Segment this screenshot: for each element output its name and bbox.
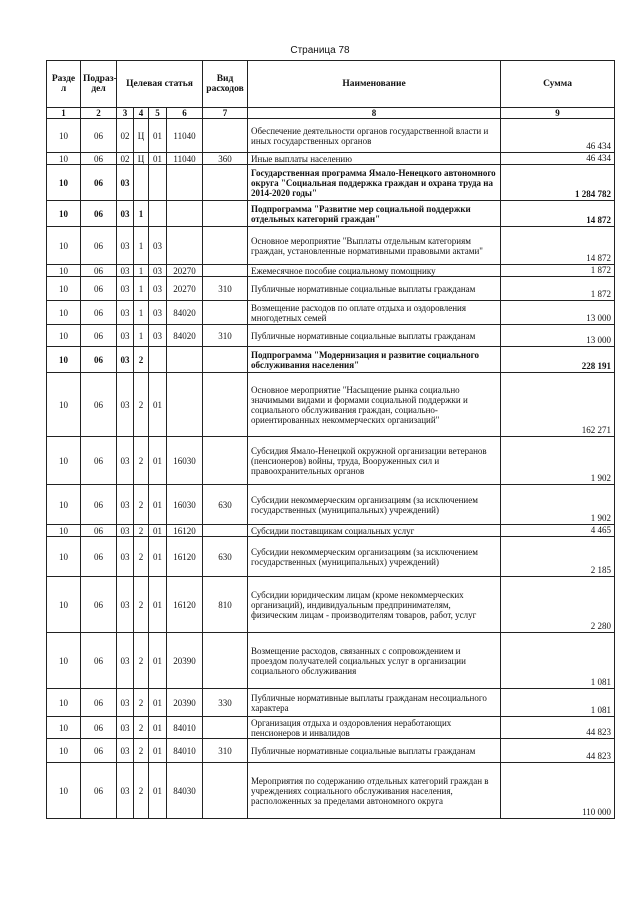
sum-cell: 46 434	[501, 153, 615, 165]
target-code-3: 03	[149, 277, 167, 301]
razdel-cell: 10	[47, 227, 81, 265]
target-code-2: 2	[134, 717, 149, 739]
target-code-1: 03	[117, 717, 134, 739]
table-row	[47, 739, 615, 763]
sum-cell: 1 284 782	[501, 165, 615, 201]
expense-type-cell: 360	[203, 153, 248, 165]
target-code-3: 03	[149, 325, 167, 347]
target-code-3: 01	[149, 689, 167, 717]
target-code-1: 02	[117, 119, 134, 153]
podrazdel-cell: 06	[81, 633, 117, 689]
header-expense-type: Вид расходов	[203, 61, 248, 108]
podrazdel-cell: 06	[81, 739, 117, 763]
razdel-cell: 10	[47, 201, 81, 227]
expense-type-cell: 630	[203, 537, 248, 577]
expense-type-cell	[203, 347, 248, 373]
target-code-1: 03	[117, 485, 134, 525]
sum-cell: 46 434	[501, 119, 615, 153]
target-code-4	[167, 165, 203, 201]
podrazdel-cell: 06	[81, 201, 117, 227]
name-cell: Основное мероприятие "Насыщение рынка социально значимыми видами и формами социальной поддержки и социального обслуживания граждан, социально-ориентированных некоммерческих организаций"	[248, 373, 501, 437]
sum-cell: 13 000	[501, 301, 615, 325]
target-code-4: 16120	[167, 525, 203, 537]
expense-type-cell	[203, 119, 248, 153]
target-code-4: 84010	[167, 717, 203, 739]
header-target-article: Целевая статья	[117, 61, 203, 108]
podrazdel-cell: 06	[81, 227, 117, 265]
podrazdel-cell: 06	[81, 119, 117, 153]
razdel-cell: 10	[47, 119, 81, 153]
razdel-cell: 10	[47, 437, 81, 485]
target-code-1: 03	[117, 437, 134, 485]
expense-type-cell	[203, 165, 248, 201]
target-code-3: 01	[149, 153, 167, 165]
expense-type-cell	[203, 201, 248, 227]
name-cell: Субсидия Ямало-Ненецкой окружной организации ветеранов (пенсионеров) войны, труда, Вооруженных сил и правоохранительных органов	[248, 437, 501, 485]
podrazdel-cell: 06	[81, 537, 117, 577]
column-number: 2	[81, 108, 117, 119]
target-code-1: 03	[117, 277, 134, 301]
expense-type-cell	[203, 265, 248, 277]
table-row	[47, 485, 615, 525]
target-code-1: 03	[117, 165, 134, 201]
target-code-3	[149, 201, 167, 227]
target-code-4	[167, 227, 203, 265]
target-code-3: 03	[149, 227, 167, 265]
target-code-3: 01	[149, 437, 167, 485]
razdel-cell: 10	[47, 265, 81, 277]
sum-cell: 2 280	[501, 577, 615, 633]
column-number: 5	[149, 108, 167, 119]
table-row	[47, 763, 615, 819]
razdel-cell: 10	[47, 689, 81, 717]
razdel-cell: 10	[47, 277, 81, 301]
budget-table	[46, 60, 615, 819]
target-code-3	[149, 165, 167, 201]
target-code-1: 03	[117, 325, 134, 347]
razdel-cell: 10	[47, 577, 81, 633]
razdel-cell: 10	[47, 301, 81, 325]
target-code-3: 01	[149, 525, 167, 537]
target-code-4: 11040	[167, 153, 203, 165]
expense-type-cell: 310	[203, 739, 248, 763]
expense-type-cell: 630	[203, 485, 248, 525]
target-code-4: 20390	[167, 633, 203, 689]
target-code-2: Ц	[134, 119, 149, 153]
table-row	[47, 525, 615, 537]
target-code-2: 2	[134, 485, 149, 525]
target-code-2: 1	[134, 265, 149, 277]
name-cell: Мероприятия по содержанию отдельных категорий граждан в учреждениях социального обслуживания населения, расположенных за пределами автономного округа	[248, 763, 501, 819]
target-code-2: 2	[134, 633, 149, 689]
target-code-4: 20270	[167, 277, 203, 301]
name-cell: Возмещение расходов, связанных с сопровождением и проездом получателей социальных услуг в организации социального обслуживания	[248, 633, 501, 689]
target-code-3: 03	[149, 265, 167, 277]
name-cell: Субсидии юридическим лицам (кроме некоммерческих организаций), индивидуальным предпринимателям, физическим лицам - производителям товаров, работ, услуг	[248, 577, 501, 633]
razdel-cell: 10	[47, 739, 81, 763]
podrazdel-cell: 06	[81, 265, 117, 277]
target-code-2: 2	[134, 437, 149, 485]
column-number: 3	[117, 108, 134, 119]
target-code-1: 03	[117, 763, 134, 819]
page-number-label: Страница 78	[290, 45, 350, 56]
target-code-2: 2	[134, 739, 149, 763]
target-code-1: 03	[117, 301, 134, 325]
podrazdel-cell: 06	[81, 577, 117, 633]
target-code-2: 2	[134, 537, 149, 577]
sum-cell: 1 902	[501, 485, 615, 525]
header-sum: Сумма	[501, 61, 615, 108]
podrazdel-cell: 06	[81, 437, 117, 485]
table-row	[47, 689, 615, 717]
razdel-cell: 10	[47, 347, 81, 373]
target-code-3: 01	[149, 739, 167, 763]
podrazdel-cell: 06	[81, 689, 117, 717]
target-code-4: 16030	[167, 485, 203, 525]
target-code-4: 84020	[167, 325, 203, 347]
podrazdel-cell: 06	[81, 763, 117, 819]
table-row	[47, 577, 615, 633]
razdel-cell: 10	[47, 165, 81, 201]
target-code-2: 2	[134, 689, 149, 717]
target-code-3: 01	[149, 119, 167, 153]
podrazdel-cell: 06	[81, 347, 117, 373]
name-cell: Субсидии некоммерческим организациям (за исключением государственных (муниципальных) учреждений)	[248, 485, 501, 525]
expense-type-cell	[203, 525, 248, 537]
target-code-2: 1	[134, 277, 149, 301]
target-code-1: 03	[117, 347, 134, 373]
target-code-4: 84010	[167, 739, 203, 763]
target-code-1: 02	[117, 153, 134, 165]
table-row	[47, 153, 615, 165]
column-number: 9	[501, 108, 615, 119]
podrazdel-cell: 06	[81, 301, 117, 325]
podrazdel-cell: 06	[81, 525, 117, 537]
column-number: 6	[167, 108, 203, 119]
target-code-4: 11040	[167, 119, 203, 153]
table-row	[47, 277, 615, 301]
sum-cell: 14 872	[501, 201, 615, 227]
podrazdel-cell: 06	[81, 485, 117, 525]
table-row	[47, 325, 615, 347]
table-row	[47, 265, 615, 277]
expense-type-cell: 330	[203, 689, 248, 717]
razdel-cell: 10	[47, 763, 81, 819]
sum-cell: 1 081	[501, 633, 615, 689]
name-cell: Обеспечение деятельности органов государственной власти и иных государственных органов	[248, 119, 501, 153]
target-code-1: 03	[117, 525, 134, 537]
table-row	[47, 437, 615, 485]
target-code-2	[134, 165, 149, 201]
expense-type-cell	[203, 763, 248, 819]
expense-type-cell: 310	[203, 277, 248, 301]
target-code-4: 84020	[167, 301, 203, 325]
razdel-cell: 10	[47, 537, 81, 577]
target-code-3: 01	[149, 485, 167, 525]
target-code-3: 01	[149, 717, 167, 739]
sum-cell: 44 823	[501, 717, 615, 739]
name-cell: Государственная программа Ямало-Ненецкого автономного округа "Социальная поддержка граждан и охрана труда на 2014-2020 годы"	[248, 165, 501, 201]
name-cell: Подпрограмма "Развитие мер социальной поддержки отдельных категорий граждан"	[248, 201, 501, 227]
target-code-1: 03	[117, 201, 134, 227]
sum-cell: 110 000	[501, 763, 615, 819]
target-code-3	[149, 347, 167, 373]
sum-cell: 228 191	[501, 347, 615, 373]
target-code-1: 03	[117, 373, 134, 437]
podrazdel-cell: 06	[81, 717, 117, 739]
razdel-cell: 10	[47, 717, 81, 739]
target-code-1: 03	[117, 689, 134, 717]
target-code-2: 2	[134, 525, 149, 537]
target-code-3: 01	[149, 577, 167, 633]
target-code-4: 20390	[167, 689, 203, 717]
sum-cell: 44 823	[501, 739, 615, 763]
target-code-3: 01	[149, 537, 167, 577]
target-code-4: 84030	[167, 763, 203, 819]
table-row	[47, 537, 615, 577]
target-code-4	[167, 373, 203, 437]
table-row	[47, 301, 615, 325]
name-cell: Подпрограмма "Модернизация и развитие социального обслуживания населения"	[248, 347, 501, 373]
name-cell: Публичные нормативные социальные выплаты гражданам	[248, 277, 501, 301]
target-code-4	[167, 347, 203, 373]
podrazdel-cell: 06	[81, 277, 117, 301]
target-code-3: 01	[149, 763, 167, 819]
target-code-3: 01	[149, 633, 167, 689]
sum-cell: 2 185	[501, 537, 615, 577]
expense-type-cell	[203, 227, 248, 265]
target-code-4: 16030	[167, 437, 203, 485]
target-code-2: 1	[134, 325, 149, 347]
table-row	[47, 373, 615, 437]
name-cell: Субсидии некоммерческим организациям (за исключением государственных (муниципальных) учреждений)	[248, 537, 501, 577]
sum-cell: 1 902	[501, 437, 615, 485]
column-number: 7	[203, 108, 248, 119]
razdel-cell: 10	[47, 325, 81, 347]
podrazdel-cell: 06	[81, 153, 117, 165]
sum-cell: 1 872	[501, 265, 615, 277]
table-row	[47, 165, 615, 201]
name-cell: Возмещение расходов по оплате отдыха и оздоровления многодетных семей	[248, 301, 501, 325]
expense-type-cell	[203, 633, 248, 689]
target-code-1: 03	[117, 739, 134, 763]
target-code-2: Ц	[134, 153, 149, 165]
target-code-2: 1	[134, 227, 149, 265]
table-row	[47, 633, 615, 689]
name-cell: Основное мероприятие "Выплаты отдельным категориям граждан, установленные нормативными правовыми актами"	[248, 227, 501, 265]
sum-cell: 162 271	[501, 373, 615, 437]
razdel-cell: 10	[47, 153, 81, 165]
target-code-2: 1	[134, 301, 149, 325]
table-row	[47, 201, 615, 227]
target-code-2: 2	[134, 763, 149, 819]
name-cell: Иные выплаты населению	[248, 153, 501, 165]
sum-cell: 4 465	[501, 525, 615, 537]
expense-type-cell	[203, 717, 248, 739]
razdel-cell: 10	[47, 485, 81, 525]
sum-cell: 13 000	[501, 325, 615, 347]
target-code-2: 2	[134, 373, 149, 437]
sum-cell: 1 872	[501, 277, 615, 301]
target-code-1: 03	[117, 537, 134, 577]
razdel-cell: 10	[47, 373, 81, 437]
expense-type-cell	[203, 373, 248, 437]
target-code-1: 03	[117, 265, 134, 277]
column-number: 8	[248, 108, 501, 119]
razdel-cell: 10	[47, 525, 81, 537]
name-cell: Публичные нормативные выплаты гражданам несоциального характера	[248, 689, 501, 717]
target-code-4	[167, 201, 203, 227]
column-number: 4	[134, 108, 149, 119]
column-number: 1	[47, 108, 81, 119]
target-code-2: 2	[134, 577, 149, 633]
name-cell: Публичные нормативные социальные выплаты гражданам	[248, 739, 501, 763]
name-cell: Организация отдыха и оздоровления неработающих пенсионеров и инвалидов	[248, 717, 501, 739]
expense-type-cell	[203, 437, 248, 485]
target-code-1: 03	[117, 227, 134, 265]
table-row	[47, 717, 615, 739]
table-row	[47, 347, 615, 373]
podrazdel-cell: 06	[81, 325, 117, 347]
expense-type-cell: 310	[203, 325, 248, 347]
header-razdel: Разде л	[47, 61, 81, 108]
podrazdel-cell: 06	[81, 373, 117, 437]
target-code-1: 03	[117, 577, 134, 633]
name-cell: Субсидии поставщикам социальных услуг	[248, 525, 501, 537]
target-code-3: 01	[149, 373, 167, 437]
podrazdel-cell: 06	[81, 165, 117, 201]
expense-type-cell: 810	[203, 577, 248, 633]
name-cell: Публичные нормативные социальные выплаты гражданам	[248, 325, 501, 347]
name-cell: Ежемесячное пособие социальному помощнику	[248, 265, 501, 277]
target-code-2: 2	[134, 347, 149, 373]
expense-type-cell	[203, 301, 248, 325]
target-code-4: 16120	[167, 577, 203, 633]
target-code-4: 16120	[167, 537, 203, 577]
header-name: Наименование	[248, 61, 501, 108]
razdel-cell: 10	[47, 633, 81, 689]
target-code-1: 03	[117, 633, 134, 689]
target-code-3: 03	[149, 301, 167, 325]
sum-cell: 1 081	[501, 689, 615, 717]
target-code-2: 1	[134, 201, 149, 227]
table-row	[47, 227, 615, 265]
sum-cell: 14 872	[501, 227, 615, 265]
target-code-4: 20270	[167, 265, 203, 277]
table-body	[47, 119, 615, 819]
table-row	[47, 119, 615, 153]
header-podrazdel: Подраз-дел	[81, 61, 117, 108]
